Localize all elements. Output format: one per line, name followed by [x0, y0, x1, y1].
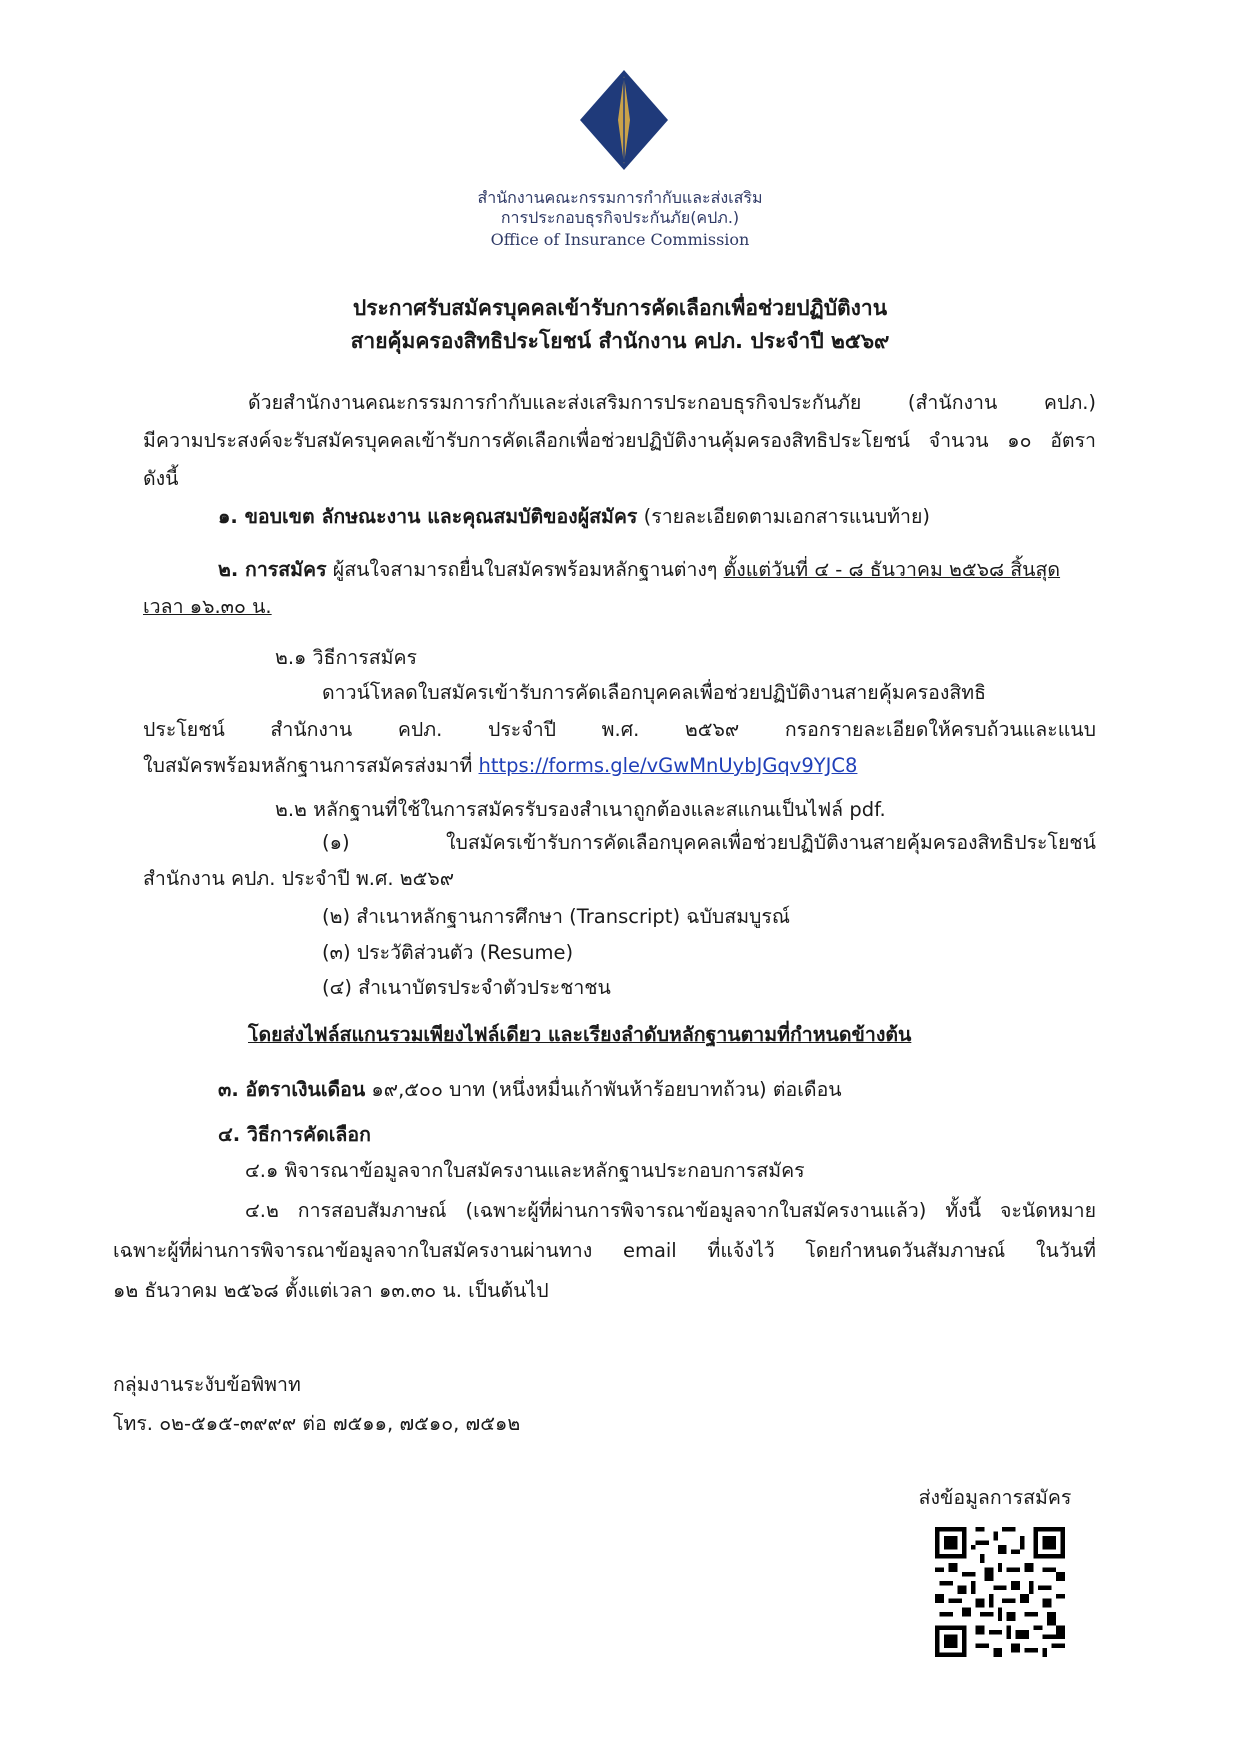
- intro-line3: ดังนี้: [143, 467, 179, 490]
- section3: [218, 1077, 842, 1103]
- org-name-thai-line1: สำนักงานคณะกรรมการกำกับและส่งเสริม: [477, 188, 763, 207]
- section1: [218, 504, 930, 530]
- section2-date-part2: เวลา ๑๖.๓๐ น.: [143, 595, 272, 618]
- oic-logo-icon: [578, 68, 670, 172]
- section2-sub1-line3: [143, 753, 857, 779]
- section4-sub1: ๔.๑ พิจารณาข้อมูลจากใบสมัครงานและหลักฐานประกอบการสมัคร: [245, 1159, 805, 1182]
- section2-heading: ๒. การสมัคร: [218, 558, 327, 581]
- section4-sub2-line2: เฉพาะผู้ที่ผ่านการพิจารณาข้อมูลจากใบสมัครงานผ่านทาง email ที่แจ้งไว้ โดยกำหนดวันสัมภาษณ์ ในวันที่: [113, 1239, 1096, 1262]
- section2-sub1-line2: ประโยชน์ สำนักงาน คปภ. ประจำปี พ.ศ. ๒๕๖๙ กรอกรายละเอียดให้ครบถ้วนและแนบ: [143, 718, 1096, 741]
- section2-note: โดยส่งไฟล์สแกนรวมเพียงไฟล์เดียว และเรียงลำดับหลักฐานตามที่กำหนดข้างต้น: [248, 1023, 912, 1046]
- section2-sub1-heading: ๒.๑ วิธีการสมัคร: [275, 646, 417, 669]
- section3-heading: ๓. อัตราเงินเดือน: [218, 1078, 366, 1101]
- section2-doc1-line2: สำนักงาน คปภ. ประจำปี พ.ศ. ๒๕๖๙: [143, 867, 455, 890]
- section2-sub1-text: ใบสมัครพร้อมหลักฐานการสมัครส่งมาที่: [143, 754, 473, 777]
- org-name-thai-line2: การประกอบธุรกิจประกันภัย(คปภ.): [500, 208, 740, 227]
- contact-department: กลุ่มงานระงับข้อพิพาท: [113, 1373, 301, 1396]
- section2-doc3: (๓) ประวัติส่วนตัว (Resume): [322, 941, 574, 964]
- section2-sub1-line1: ดาวน์โหลดใบสมัครเข้ารับการคัดเลือกบุคคลเพื่อช่วยปฏิบัติงานสายคุ้มครองสิทธิ: [322, 681, 987, 704]
- section2-doc4: (๔) สำเนาบัตรประจำตัวประชาชน: [322, 976, 611, 999]
- section1-note: (รายละเอียดตามเอกสารแนบท้าย): [643, 505, 931, 528]
- section4-sub2-line1: ๔.๒ การสอบสัมภาษณ์ (เฉพาะผู้ที่ผ่านการพิจารณาข้อมูลจากใบสมัครงานแล้ว) ทั้งนี้ จะนัดหมาย: [245, 1199, 1096, 1222]
- section4-sub2-line3: ๑๒ ธันวาคม ๒๕๖๘ ตั้งแต่เวลา ๑๓.๓๐ น. เป็นต้นไป: [113, 1279, 549, 1302]
- application-form-link[interactable]: https://forms.gle/vGwMnUybJGqv9YJC8: [478, 754, 858, 777]
- qr-label: ส่งข้อมูลการสมัคร: [918, 1486, 1072, 1509]
- announcement-title-line1: ประกาศรับสมัครบุคคลเข้ารับการคัดเลือกเพื่อช่วยปฏิบัติงาน: [352, 296, 888, 320]
- announcement-title-line2: สายคุ้มครองสิทธิประโยชน์ สำนักงาน คปภ. ประจำปี ๒๕๖๙: [350, 329, 890, 353]
- intro-line2: มีความประสงค์จะรับสมัครบุคคลเข้ารับการคัดเลือกเพื่อช่วยปฏิบัติงานคุ้มครองสิทธิประโยชน์ จำนวน ๑๐ อัตรา: [143, 429, 1096, 452]
- section3-text: ๑๙,๕๐๐ บาท (หนึ่งหมื่นเก้าพันห้าร้อยบาทถ้วน) ต่อเดือน: [371, 1078, 842, 1101]
- section2-doc2: (๒) สำเนาหลักฐานการศึกษา (Transcript) ฉบับสมบูรณ์: [322, 905, 790, 928]
- intro-line1: ด้วยสำนักงานคณะกรรมการกำกับและส่งเสริมการประกอบธุรกิจประกันภัย (สำนักงาน คปภ.): [248, 391, 1096, 414]
- section2-sub2-heading: ๒.๒ หลักฐานที่ใช้ในการสมัครรับรองสำเนาถูกต้องและสแกนเป็นไฟล์ pdf.: [275, 798, 886, 821]
- qr-code-icon[interactable]: [935, 1527, 1065, 1657]
- section2-date-part1: ตั้งแต่วันที่ ๔ - ๘ ธันวาคม ๒๕๖๘ สิ้นสุด: [723, 558, 1061, 581]
- section2-text: ผู้สนใจสามารถยื่นใบสมัครพร้อมหลักฐานต่างๆ: [332, 558, 718, 581]
- section2-doc1-line1: (๑) ใบสมัครเข้ารับการคัดเลือกบุคคลเพื่อช่วยปฏิบัติงานสายคุ้มครองสิทธิประโยชน์: [322, 831, 1096, 854]
- contact-phone: โทร. ๐๒-๕๑๕-๓๙๙๙ ต่อ ๗๕๑๑, ๗๕๑๐, ๗๕๑๒: [113, 1412, 521, 1435]
- org-name-english: Office of Insurance Commission: [490, 230, 750, 249]
- section2: [218, 557, 1060, 583]
- section1-heading: ๑. ขอบเขต ลักษณะงาน และคุณสมบัติของผู้สมัคร: [218, 505, 638, 528]
- section4-heading: ๔. วิธีการคัดเลือก: [218, 1123, 371, 1146]
